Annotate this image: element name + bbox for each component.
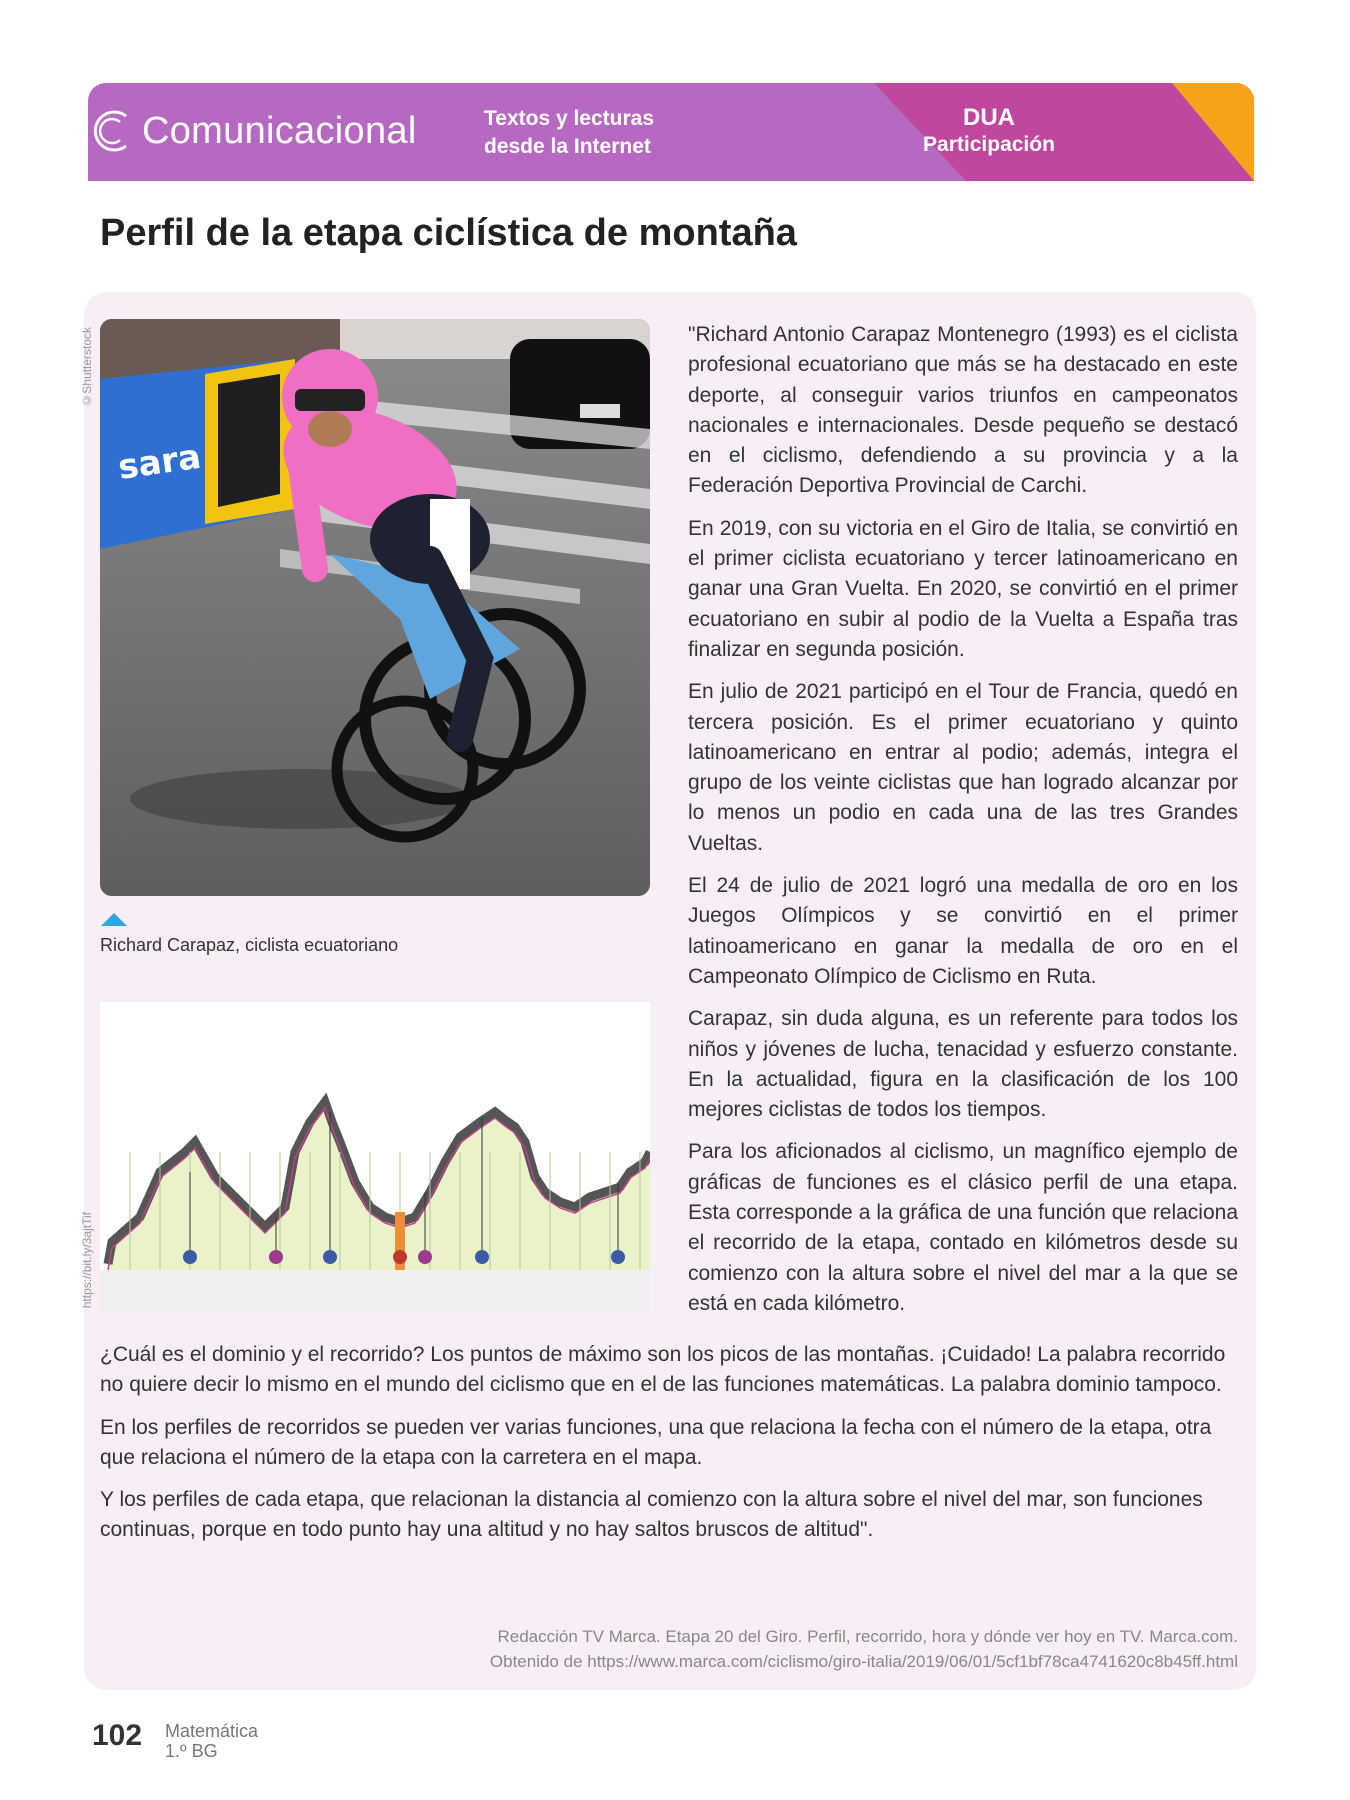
right-column-text	[688, 320, 1238, 1331]
cyclist-photo	[100, 319, 650, 896]
footer-subject	[165, 1721, 258, 1761]
section-subtitle	[484, 105, 654, 161]
comunicacional-logo-icon	[90, 108, 134, 154]
photo-credit: ©Shutterstock	[80, 327, 94, 408]
full-width-text	[100, 1340, 1238, 1558]
dua-title: DUA	[963, 104, 1015, 131]
stage-profile-graphic	[100, 1002, 650, 1312]
source-citation	[490, 1624, 1238, 1674]
photo-caption: Richard Carapaz, ciclista ecuatoriano	[100, 935, 399, 955]
footer-grade: 1.º BG	[165, 1741, 218, 1761]
paragraph-right-3: En julio de 2021 participó en el Tour de Francia, quedó en tercera posición. Es el primer ecuatoriano y quinto latinoamericano en entrar al podio; además, integra el grupo de los veinte ciclistas que han logrado alcanzar por lo menos un podio en cada una de las tres Grandes Vueltas.	[688, 680, 1238, 855]
paragraph-right-6: Para los aficionados al ciclismo, un magnífico ejemplo de gráficas de funciones es el clásico perfil de una etapa. Esta corresponde a la gráfica de una función que relaciona el recorrido de la etapa, contado en kilómetros desde su comienzo con la altura sobre el nivel del mar a la que se está en cada kilómetro.	[688, 1140, 1238, 1315]
header-banner	[88, 83, 1254, 181]
paragraph-full-1: ¿Cuál es el dominio y el recorrido? Los puntos de máximo son los picos de las montañas. ¡Cuidado! La palabra recorrido no quiere decir lo mismo en el mundo del ciclismo que en el de las funciones matemáticas. La palabra dominio tampoco.	[100, 1343, 1226, 1397]
page-number: 102	[92, 1719, 143, 1752]
paragraph-full-3: Y los perfiles de cada etapa, que relacionan la distancia al comienzo con la altura sobre el nivel del mar, son funciones continuas, porque en todo punto hay una altitud y no hay saltos bruscos de altitud".	[100, 1488, 1203, 1542]
footer-subject-name: Matemática	[165, 1721, 259, 1741]
section-line-2: desde la Internet	[484, 135, 651, 158]
caption-arrow-icon	[101, 913, 127, 926]
paragraph-full-2: En los perfiles de recorridos se pueden ver varias funciones, una que relaciona la fecha con el número de la etapa, otra que relaciona el número de la etapa con la carretera en el mapa.	[100, 1415, 1212, 1469]
source-line-1: Redacción TV Marca. Etapa 20 del Giro. Perfil, recorrido, hora y dónde ver hoy en TV. Marca.com.	[497, 1627, 1238, 1646]
profile-credit: https://bit.ly/3ajtTif	[80, 1212, 94, 1309]
svg-text:sara: sara	[115, 436, 204, 488]
cyclist-illustration	[100, 319, 650, 896]
dua-subtitle: Participación	[923, 133, 1055, 156]
paragraph-right-5: Carapaz, sin duda alguna, es un referente para todos los niños y jóvenes de lucha, tenacidad y esfuerzo constante. En la actualidad, figura en la clasificación de los 100 mejores ciclistas de todos los tiempos.	[688, 1007, 1238, 1122]
page-title: Perfil de la etapa ciclística de montaña	[100, 212, 797, 254]
paragraph-right-1: "Richard Antonio Carapaz Montenegro (1993) es el ciclista profesional ecuatoriano que más se ha destacado en este deporte, al conseguir varios triunfos en campeonatos nacionales e internacionales. Desde pequeño se destacó en el ciclismo, defendiendo a su provincia y a la Federación Deportiva Provincial de Carchi.	[688, 323, 1238, 498]
paragraph-right-4: El 24 de julio de 2021 logró una medalla de oro en los Juegos Olímpicos y se convirtió en el primer latinoamericano en ganar la medalla de oro en el Campeonato Olímpico de Ciclismo en Ruta.	[688, 874, 1238, 988]
source-line-2: Obtenido de https://www.marca.com/ciclismo/giro-italia/2019/06/01/5cf1bf78ca4741620c8b45ff.html	[489, 1652, 1238, 1671]
stage-profile-chart	[100, 1002, 650, 1312]
paragraph-right-2: En 2019, con su victoria en el Giro de Italia, se convirtió en el primer ciclista ecuatoriano y tercer latinoamericano en ganar una Gran Vuelta. En 2020, se convirtió en el primer ecuatoriano en subir al podio de la Vuelta a España tras finalizar en segunda posición.	[688, 516, 1238, 661]
dua-label	[879, 104, 1099, 158]
section-line-1: Textos y lecturas	[484, 107, 655, 130]
brand-name: Comunicacional	[142, 110, 417, 152]
